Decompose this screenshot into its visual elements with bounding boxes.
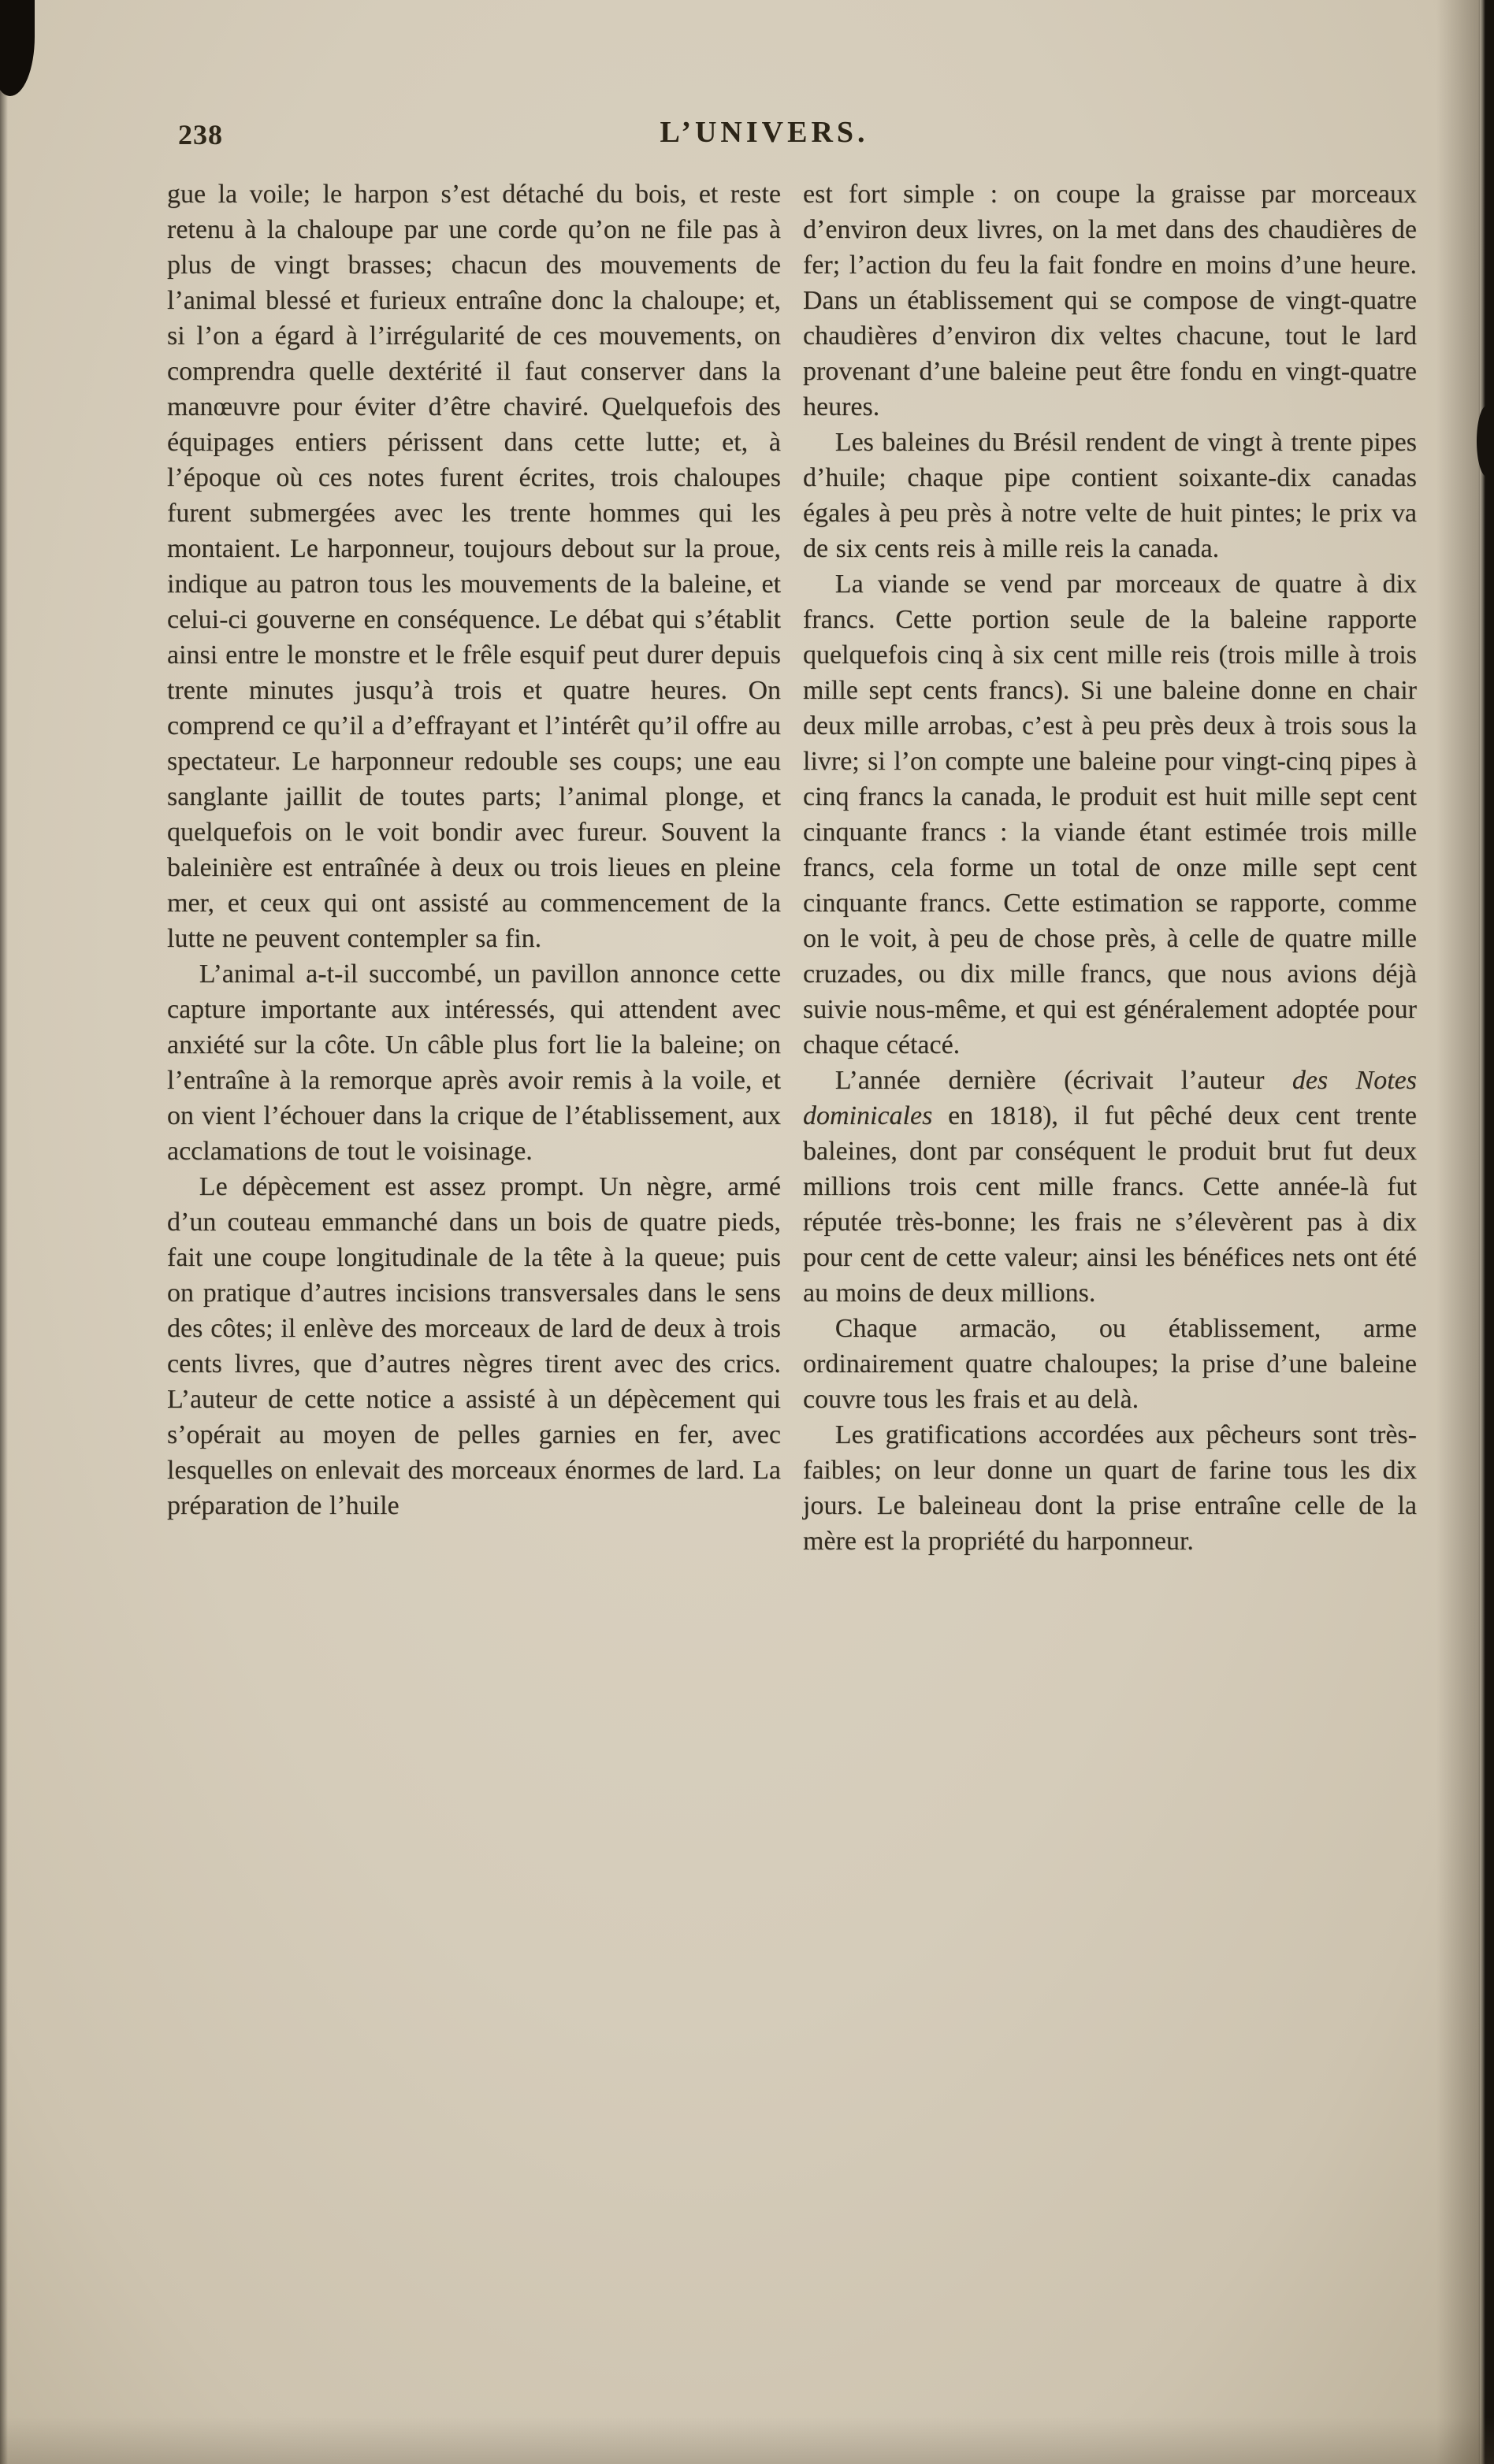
scan-bottom-shade: [0, 2417, 1494, 2464]
scan-edge-shadow-right: [1436, 0, 1480, 2464]
paragraph: [803, 1417, 1417, 1559]
text-segment: L’animal a-t-il succombé, un pavillon annonce cette capture importante aux intéressés, qui attendent avec anxiété sur la côte. Un câble plus fort lie la baleine; on l’entraîne à la remorque après avoir remis à la voile, et on vient l’échouer dans la crique de l’établissement, aux acclamations de tout le voisinage.: [167, 959, 781, 1166]
scan-edge-right: [1478, 0, 1494, 2464]
page-content: [167, 115, 1417, 1559]
scan-edge-blot: [1477, 406, 1494, 477]
text-segment: Les baleines du Brésil rendent de vingt à trente pipes d’huile; chaque pipe contient soixante-dix canadas égales à peu près à notre velte de huit pintes; le prix va de six cents reis à mille reis la canada.: [803, 428, 1417, 563]
paragraph: [803, 1311, 1417, 1417]
text-segment: L’année dernière (écrivait l’auteur: [834, 1066, 1292, 1095]
text-segment: en 1818), il fut pêché deux cent trente baleines, dont par conséquent le produit brut fut deux millions trois cent mille francs. Cette année-là fut réputée très-bonne; les frais ne s’élevèrent pas à dix pour cent de cette valeur; ainsi les bénéfices nets ont été au moins de deux millions.: [803, 1101, 1417, 1308]
text-columns: [167, 176, 1417, 1559]
page-header: [167, 115, 1417, 156]
paragraph: [803, 425, 1417, 566]
paragraph: [803, 176, 1417, 425]
text-segment: Chaque armacäo, ou établissement, arme ordinairement quatre chaloupes; la prise d’une baleine couvre tous les frais et au delà.: [803, 1314, 1417, 1414]
page-number: 238: [178, 119, 223, 150]
paragraph: [803, 566, 1417, 1063]
scan-edge-left: [0, 0, 8, 2464]
text-segment: Les gratifications accordées aux pêcheurs sont très-faibles; on leur donne un quart de farine tous les dix jours. Le baleineau dont la prise entraîne celle de la mère est la propriété du harponneur.: [803, 1420, 1417, 1556]
text-segment: est fort simple : on coupe la graisse par morceaux d’environ deux livres, on la met dans des chaudières de fer; l’action du feu la fait fondre en moins d’une heure. Dans un établissement qui se compose de vingt-quatre chaudières d’environ dix veltes chacune, tout le lard provenant d’une baleine peut être fondu en vingt-quatre heures.: [803, 180, 1417, 421]
running-title: L’UNIVERS.: [660, 116, 869, 149]
scan-corner-mark: [0, 0, 35, 96]
paragraph: [167, 176, 781, 956]
text-segment: gue la voile; le harpon s’est détaché du bois, et reste retenu à la chaloupe par une corde qu’on ne file pas à plus de vingt brasses; chacun des mouvements de l’animal blessé et furieux entraîne donc la chaloupe; et, si l’on a égard à l’irrégularité de ces mouvements, on comprendra quelle dextérité il faut conserver dans la manœuvre pour éviter d’être chaviré. Quelquefois des équipages entiers périssent dans cette lutte; et, à l’époque où ces notes furent écrites, trois chaloupes furent submergées avec les trente hommes qui les montaient. Le harponneur, toujours debout sur la proue, indique au patron tous les mouvements de la baleine, et celui-ci gouverne en conséquence. Le débat qui s’établit ainsi entre le monstre et le frêle esquif peut durer depuis trente minutes jusqu’à trois et quatre heures. On comprend ce qu’il a d’effrayant et l’intérêt qu’il offre au spectateur. Le harponneur redouble ses coups; une eau sanglante jaillit de toutes parts; l’animal plonge, et quelquefois on le voit bondir avec fureur. Souvent la baleinière est entraînée à deux ou trois lieues en pleine mer, et ceux qui ont assisté au commencement de la lutte ne peuvent contempler sa fin.: [167, 180, 781, 953]
right-column: [803, 176, 1417, 1559]
text-segment: La viande se vend par morceaux de quatre à dix francs. Cette portion seule de la baleine rapporte quelquefois cinq à six cent mille reis (trois mille à trois mille sept cents francs). Si une baleine donne en chair deux mille arrobas, c’est à peu près deux à trois sous la livre; si l’on compte une baleine pour vingt-cinq pipes à cinq francs la canada, le produit est huit mille sept cent cinquante francs : la viande étant estimée trois mille francs, cela forme un total de onze mille sept cent cinquante francs. Cette estimation se rapporte, comme on le voit, à peu de chose près, à celle de quatre mille cruzades, ou dix mille francs, que nous avions déjà suivie nous-même, et qui est généralement adoptée pour chaque cétacé.: [803, 570, 1417, 1059]
paragraph: [803, 1063, 1417, 1311]
italic-text-segment: des Notes dominicales: [803, 1066, 1417, 1130]
left-column: [167, 176, 781, 1559]
paragraph: [167, 956, 781, 1169]
paragraph: [167, 1169, 781, 1523]
text-segment: Le dépècement est assez prompt. Un nègre, armé d’un couteau emmanché dans un bois de quatre pieds, fait une coupe longitudinale de la tête à la queue; puis on pratique d’autres incisions transversales dans le sens des côtes; il enlève des morceaux de lard de deux à trois cents livres, que d’autres nègres tirent avec des crics. L’auteur de cette notice a assisté à un dépècement qui s’opérait au moyen de pelles garnies en fer, avec lesquelles on enlevait des morceaux énormes de lard. La préparation de l’huile: [167, 1172, 781, 1520]
